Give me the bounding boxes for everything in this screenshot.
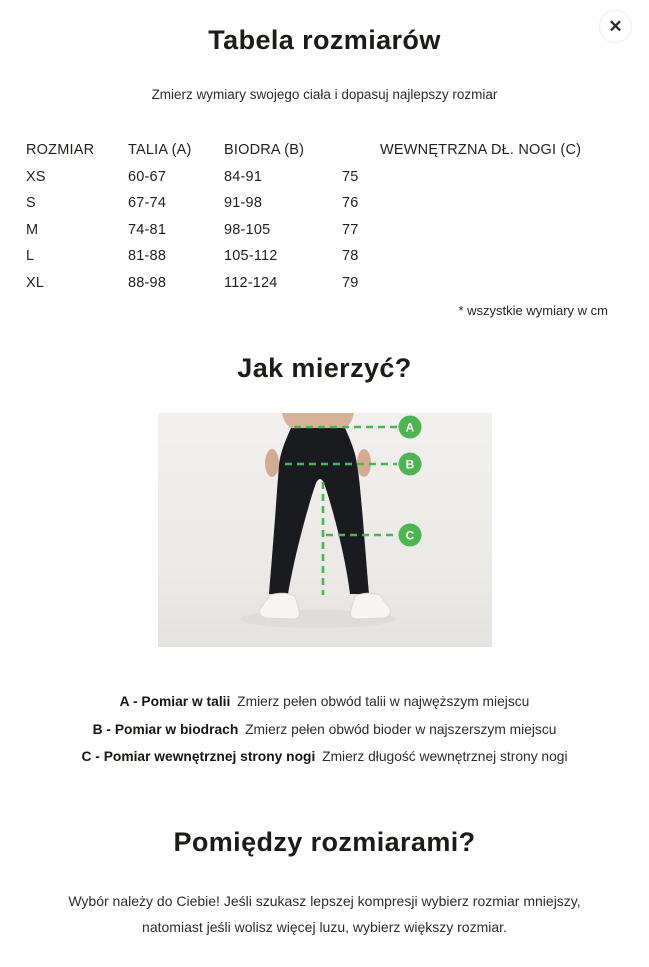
- waist-cell: 88-98: [128, 274, 167, 291]
- table-row: [26, 164, 609, 191]
- waist-cell: 60-67: [128, 168, 167, 185]
- between-sizes-text: Wybór należy do Ciebie! Jeśli szukasz lepszej kompresji wybierz rozmiar mniejszy, natomiast jeśli wolisz więcej luzu, wybierz większy rozmiar.: [68, 893, 581, 935]
- size-cell: XS: [26, 168, 46, 185]
- inseam-cell: 77: [342, 221, 359, 238]
- leggings-measurement-illustration: [158, 413, 492, 647]
- header-wewnetrzna: WEWNĘTRZNA DŁ. NOGI (C): [380, 142, 582, 159]
- waist-cell: 67-74: [128, 195, 167, 212]
- close-icon: ✕: [608, 16, 623, 36]
- inseam-cell: 78: [342, 248, 359, 265]
- hips-cell: 84-91: [224, 168, 263, 185]
- instruction-c-label: C - Pomiar wewnętrznej strony nogi: [81, 749, 316, 764]
- size-cell: S: [26, 195, 36, 212]
- marker-b-label: B: [405, 457, 414, 472]
- waist-cell: 74-81: [128, 221, 167, 238]
- table-row: [26, 243, 609, 270]
- how-to-measure-heading: Jak mierzyć?: [237, 353, 412, 383]
- hips-cell: 105-112: [224, 248, 278, 265]
- hips-cell: 98-105: [224, 221, 271, 238]
- table-row: [26, 217, 609, 244]
- instruction-c-text: Zmierz długość wewnętrznej strony nogi: [322, 749, 568, 764]
- instruction-b-label: B - Pomiar w biodrach: [92, 721, 239, 737]
- hips-cell: 91-98: [224, 195, 263, 212]
- inseam-cell: 79: [342, 274, 359, 291]
- modal-subtitle: Zmierz wymiary swojego ciała i dopasuj najlepszy rozmiar: [151, 87, 498, 102]
- modal-title: Tabela rozmiarów: [208, 25, 441, 55]
- marker-c-label: C: [405, 528, 414, 543]
- instruction-c: [0, 749, 649, 764]
- header-biodra: BIODRA (B): [224, 142, 305, 159]
- between-sizes-heading: Pomiędzy rozmiarami?: [173, 827, 476, 857]
- hips-cell: 112-124: [224, 274, 278, 291]
- inseam-cell: 76: [342, 195, 359, 212]
- units-note: * wszystkie wymiary w cm: [458, 303, 608, 318]
- size-cell: M: [26, 221, 39, 238]
- instruction-a-text: Zmierz pełen obwód talii w najwęższym miejscu: [237, 694, 530, 709]
- instruction-a-label: A - Pomiar w talii: [119, 694, 231, 709]
- waist-cell: 81-88: [128, 248, 167, 265]
- measurement-figure: [158, 413, 492, 647]
- measurement-instructions: [0, 694, 649, 764]
- table-row: [26, 270, 609, 297]
- marker-a-label: A: [405, 420, 414, 435]
- inseam-cell: 75: [342, 168, 359, 185]
- left-hand: [265, 449, 279, 477]
- close-button[interactable]: [599, 10, 632, 43]
- size-table: [26, 137, 609, 296]
- instruction-a: [0, 694, 649, 709]
- size-table-header-row: [26, 137, 609, 164]
- instruction-b: [0, 722, 649, 737]
- header-rozmiar: ROZMIAR: [26, 142, 95, 159]
- table-row: [26, 190, 609, 217]
- header-talia: TALIA (A): [128, 142, 192, 159]
- size-cell: L: [26, 248, 35, 265]
- size-cell: XL: [26, 274, 45, 291]
- instruction-b-text: Zmierz pełen obwód bioder w najszerszym miejscu: [245, 721, 557, 737]
